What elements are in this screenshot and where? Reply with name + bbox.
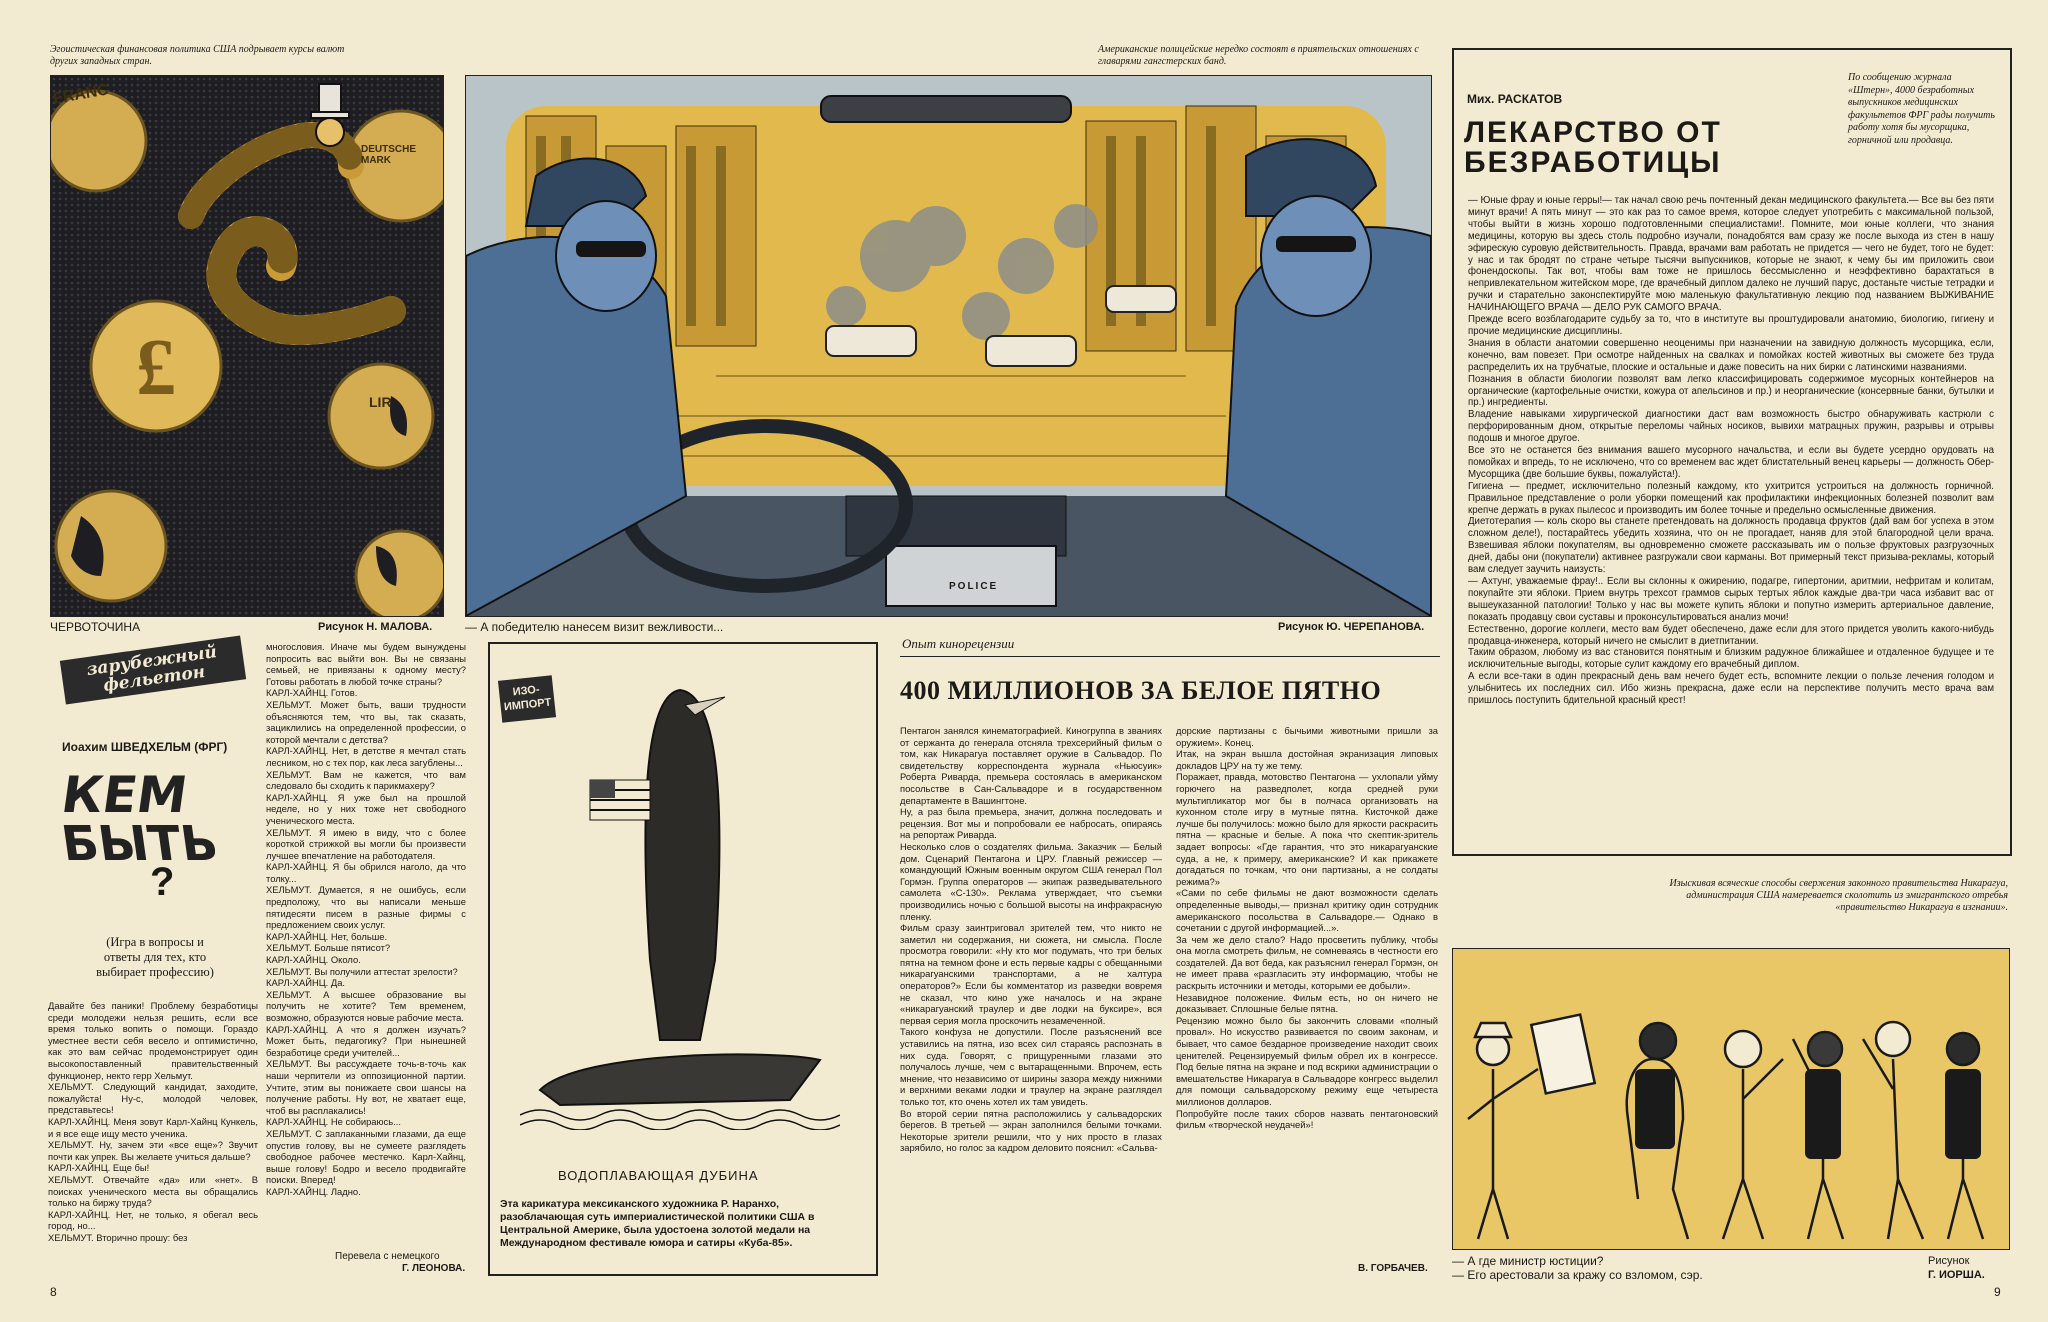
- exile-government-drawing: [1453, 949, 2009, 1249]
- cartoon2-illustration: [465, 75, 1432, 617]
- feuilleton-title-line1: КЕМ: [57, 766, 191, 824]
- article-title: [1464, 118, 1722, 178]
- feuilleton-subtitle: (Игра в вопросы и ответы для тех, кто выбирает профессию): [96, 935, 214, 979]
- izo-illustration: [520, 660, 840, 1130]
- coin-label-lir: LIR: [369, 394, 392, 410]
- feuilleton-question-mark: ?: [150, 860, 175, 904]
- cartoon1-credit: Рисунок Н. МАЛОВА.: [318, 621, 433, 633]
- feuilleton-rubric: зарубежный фельетон: [60, 636, 246, 705]
- review-signature: В. ГОРБАЧЕВ.: [1358, 1263, 1428, 1274]
- feuilleton-translator: Г. ЛЕОНОВА.: [402, 1263, 466, 1274]
- article-epigraph: По сообщению журнала «Штерн», 4000 безработных выпускников медицинских факультетов ФРГ рады получить работу хотя бы мусорщика, горничной или продавца.: [1848, 72, 1995, 146]
- page-number-right: 9: [1994, 1285, 2001, 1299]
- izo-title: ВОДОПЛАВАЮЩАЯ ДУБИНА: [558, 1168, 759, 1183]
- izo-logo-line1: ИЗО-: [512, 683, 541, 699]
- cartoon3-credit-line1: Рисунок: [1928, 1255, 1970, 1267]
- review-title: 400 МИЛЛИОНОВ ЗА БЕЛОЕ ПЯТНО: [900, 676, 1382, 705]
- page-number-left: 8: [50, 1285, 57, 1299]
- feuilleton-title-line2: БЫТЬ: [58, 816, 222, 872]
- feuilleton-title: [57, 766, 222, 872]
- review-col1: Пентагон занялся кинематографией. Киногруппа в званиях от сержанта до генерала отсняла трехсерийный фильм о том, как Никарагуа поставляет оружие в Сальвадор. По свидетельству корреспондента журнала «Ньюсуик» Роберта Ривардa, премьера состоялась в американском посольстве в Сан-Сальвадоре и в государственном департаменте в Вашингтоне. Ну, а раз была премьера, значит, должна последовать и рецензия. Вот мы и попробовали ее набросать, опираясь на репортаж Ривардa. Несколько слов о создателях фильма. Заказчик — Белый дом. Сценарий Пентагона и ЦРУ. Главный режиссер — командующий Южным военным округом США генерал Пол Гормэн. Группа операторов — экипаж разведывательного самолета «С-130». Реклама утверждает, что съемки производились ночью с большой высоты на инфракрасную пленку. Фильм сразу заинтриговал зрителей тем, что никто не заметил ни содержания, ни сюжета, ни смысла. После просмотра говорили: «Ну кто мог подумать, что три белых пятна на темном фоне и есть первые кадры с обещанными никарагуанскими транспортами, а не халтура операторов?» Если бы комментатор из разведки вовремя не сказал, что кино уже началось и на экране «никарагуанский траулер и две лодки на буксире», вся первая серия могла проскочить незамеченной. Такого конфуза не допустили. После разъяснений все уставились на пятна, изо всех сил стараясь распознать в них суда. Говорят, с прищуренными глазами это получалось лучше, чем с вытаращенными. Впрочем, есть мнение, что независимо от ширины зазора между нижними и верхними веками лодки и траулер на экране разглядел только тот, кто очень хотел их там увидеть. Во второй серии пятна расположились у сальвадорских берегов. В третьей — экран заполнился белыми точками. Некоторые зрители решили, что у них просто в глазах зарябило, но голос за кадром деловито пояснил: «Сальва-: [900, 725, 1162, 1154]
- review-rubric: Опыт кинорецензии: [902, 636, 1015, 651]
- feuilleton-author: Иоахим ШВЕДХЕЛЬМ (ФРГ): [62, 740, 228, 754]
- cartoon1-illustration: [50, 75, 444, 617]
- cartoon3-caption: Изыскивая всяческие способы свержения законного правительства Никарагуа, администрация США намеревается сколотить из эмигрантского отребья «правительство Никарагуа в изгнании».: [1669, 878, 2008, 913]
- feuilleton-col1: Давайте без паники! Проблему безработицы среди молодежи нельзя решить, если все время только вопить о помощи. Гораздо уместнее вести себя весело и оптимистично, как это вам сейчас продемонстрирует один высокопоставленный правительственный функционер, некто герр Хельмут. ХЕЛЬМУТ. Следующий кандидат, заходите, пожалуйста! Ну-с, молодой человек, представьтесь! КАРЛ-ХАЙНЦ. Меня зовут Карл-Хайнц Кункель, и я все еще ищу место ученика. ХЕЛЬМУТ. Ну, зачем эти «все еще»? Звучит почти как упрек. Вы желаете учиться дальше? КАРЛ-ХАЙНЦ. Еще бы! ХЕЛЬМУТ. Отвечайте «да» или «нет». В поисках ученического места вы обращались только на биржу труда? КАРЛ-ХАЙНЦ. Нет, не только, я обегал весь город, но... ХЕЛЬМУТ. Вторично прошу: без: [48, 1000, 258, 1243]
- article-body: — Юные фрау и юные герры!— так начал свою речь почтенный декан медицинского факультета.— Все вы без пяти минут врачи! А пять минут — это как раз то самое время, которое следует употребить с максимальной пользой, чтобы выйти в жизнь хорошо подготовленными специалистами!. Помните, мои юные коллеги, что знания медицины, которую вы здесь столь подробно изучали, понадобятся вам сразу же после выхода из стен в нашу эфирескую суровую действительность. Правда, врачами вам работать не придется — чего не будет, того не будет: у нас и так бродят по стране четыре тысячи выпускников, которые не знают, к чему бы им приложить свои фонендоскопы. Так вот, чтобы вам тоже не пришлось бессмысленно и неэффективно барахтаться в непривлекательном житейском море, где врачебный диплом далеко не лучший парус, достаньте чистые тетрадки и ручки и старательно законспектируйте мою маленькую факультативную лекцию под названием ВЫЖИВАНИЕ НАЧИНАЮЩЕГО ВРАЧА — ДЕЛО РУК САМОГО ВРАЧА. Прежде всего возблагодарите судьбу за то, что в институте вы проштудировали анатомию, биологию, гигиену и прочие медицинские дисциплины. Знания в области анатомии совершенно неоценимы при назначении на завидную должность мусорщика, если, конечно, вам повезет. При осмотре найденных на свалках и помойках костей животных вы сможете без труда распределить их на трубчатые, плоские и остальные и даже повесить на них бирки с латинскими названиями. Познания в области биологии позволят вам легко классифицировать содержимое мусорных контейнеров на органические (картофельные очистки, кожура от апельсинов и пр.) и неорганические (консервные банки, бутылки и пр.) ингредиенты. Владение навыками хирургической диагностики даст вам возможность быстро обнаруживать кастрюли с перфорированным дном, открытые переломы чайных носиков, вывихи матрацных пружин, разрывы и отрывы подошв и многое другое. Все это не останется без внимания вашего мусорного начальства, и если вы будете усердно орудовать на помойках и впредь, то не исключено, что со временем вас ждет блистательный венец карьеры — должность Обер-Мусорщика (две большие буквы, пожалуйста!). Гигиена — предмет, исключительно полезный каждому, кто ухитрится устроиться на должность горничной. Правильное представление о роли уборки помещений как профилактики инфекционных болезней позволит вам крепче держать в руках пылесос и производить им более точные и предельно осмысленные движения. Диетотерапия — коль скоро вы станете претендовать на должность продавца фруктов (дай вам бог успеха в этом сложном деле!), постарайтесь убедить хозяина, что он не прогадает, наняв для этой благородной цели врача. Взвешивая яблоки покупателям, вы одновременно сможете рассказывать им о пользе фруктовых разгрузочных дней, дабы они (покупатели) активнее разгружали свои карманы. Вот примерный текст призыва-рекламы, который вам следует заучить наизусть: — Ахтунг, уважаемые фрау!.. Если вы склонны к ожирению, подагре, гипертонии, аритмии, нефритам и колитам, покупайте эти яблоки. Прием внутрь трехсот граммов сырых тертых яблок каждые два-три часа избавит вас от вышеуказанной патологии! Только у нас вы можете купить яблоки и попутно измерить артериальное давление, показать продавцу свои суставы и проконсультироваться анализ мочи! Естественно, дорогие коллеги, место вам будет обеспечено, даже если для этого придется уволить какого-нибудь продавца-инженера, который ничего не смыслит в диетпитании. Таким образом, любому из вас становится понятным и близким радужное ближайшее и отдаленное будущее и те исключительные выгоды, которые сулит каждому его врачебный диплом. А если все-таки в один прекрасный день вам нечего будет есть, вспомните лекции о пользе лечения голодом и улыбнитесь их последних сил. Ибо жизнь прекрасна, даже если на перспективе получить место врача вам пришлось поступить бдительной красный крест!: [1468, 195, 1994, 707]
- article-author: Мих. РАСКАТОВ: [1467, 92, 1563, 106]
- cartoon3-illustration: [1452, 948, 2010, 1250]
- coin-label-mark: DEUTSCHE MARK: [361, 144, 417, 166]
- feuilleton-col2: многословия. Иначе мы будем вынуждены попросить вас выйти вон. Вы не связаны семьей, не привязаны к одному месту? Готовы работать в любой точке страны? КАРЛ-ХАЙНЦ. Готов. ХЕЛЬМУТ. Может быть, ваши трудности объясняются тем, что вы, так сказать, зациклились на определенной профессии, о которой мечтали с детства? КАРЛ-ХАЙНЦ. Нет, в детстве я мечтал стать лесником, но с тех пор, как леса загублены... ХЕЛЬМУТ. Вам не кажется, что вам следовало бы сходить к парикмахеру? КАРЛ-ХАЙНЦ. Я уже был на прошлой неделе, но у них тоже нет свободного ученического места. ХЕЛЬМУТ. Я имею в виду, что с более короткой стрижкой вы могли бы произвести лучшее впечатление на работодателя. КАРЛ-ХАЙНЦ. Я бы обрился наголо, да что толку... ХЕЛЬМУТ. Думается, я не ошибусь, если предположу, что вы написали меньше пятидесяти писем в разные фирмы с предложением своих услуг. КАРЛ-ХАЙНЦ. Нет, больше. ХЕЛЬМУТ. Больше пятисот? КАРЛ-ХАЙНЦ. Около. ХЕЛЬМУТ. Вы получили аттестат зрелости? КАРЛ-ХАЙНЦ. Да. ХЕЛЬМУТ. А высшее образование вы получить не хотите? Тем временем, возможно, образуются новые рабочие места. КАРЛ-ХАЙНЦ. А что я должен изучать? Может быть, педагогику? При нынешней безработице среди учителей... ХЕЛЬМУТ. Вы рассуждаете точь-в-точь как наши черпители из оппозиционной партии. Учтите, этим вы понижаете свои шансы на получение работы. Ну вот, не хватает еще, чтоб вы расплакались! КАРЛ-ХАЙНЦ. Не собираюсь... ХЕЛЬМУТ. С заплаканными глазами, да еще опустив голову, вы не сумеете разглядеть свободное рабочее местечко. Карл-Хайнц, выше голову! Бодро и весело продвигайте поиски. Вперед! КАРЛ-ХАЙНЦ. Ладно.: [266, 641, 466, 1197]
- izo-caption: Эта карикатура мексиканского художника Р. Наранхо, разоблачающая суть империалистической политики США в Центральной Америке, была удостоена золотой медали на Международном фестивале юмора и сатиры «Куба-85».: [500, 1198, 815, 1249]
- review-rubric-rule: [900, 656, 1440, 657]
- cartoon2-quote: — А победителю нанесем визит вежливости...: [465, 620, 724, 634]
- cartoon3-credit-line2: Г. ИОРША.: [1928, 1269, 1985, 1281]
- feuilleton-translation: Перевела с немецкого: [335, 1251, 440, 1262]
- cartoon2-caption: Американские полицейские нередко состоят в приятельских отношениях с главарями гангстерских банд.: [1098, 44, 1419, 67]
- coin-label-franc: FRANC: [51, 81, 110, 108]
- review-col2: дорские партизаны с бычьими животными пришли за оружием». Конец. Итак, на экран вышла достойная экранизация липовых докладов ЦРУ на ту же тему. Поражает, правда, мотовство Пентагона — ухлопали уйму горючего на разведполет, когда средней руки мультипликатор мог бы в полчаса организовать на кухонном столе игру в мутные пятна. Кисточкой даже лучше бы получилось: можно было для яркости раскрасить пятна — красные и белые. А пока что скептик-зритель задает вопросы: «Где гарантия, что это никарагуанские суда, а не, к примеру, американские? И как прикажете догадаться по точкам, что они партизаны, а не солдаты режима?» «Сами по себе фильмы не дают возможности сделать определенные выводы,— признал критику один сотрудник американского посольства в Сальвадоре.— Однако в сочетании с другой информацией...». За чем же дело стало? Надо просветить публику, чтобы она могла смотреть фильм, не сомневаясь в честности его создателей. Да вот беда, как разъяснил генерал Гормэн, он не имеет права «разгласить эту информацию, чтобы не раскрыть источники и методы, которыми ее добыли». Незавидное положение. Фильм есть, но он ничего не доказывает. Сплошные белые пятна. Рецензию можно было бы закончить словами «полный провал». Но искусство развивается по своим законам, и бывает, что самое бездарное произведение находит своих ценителей. Рецензируемый фильм обрел их в конгрессе. Под белые пятна на экране и под вскрики администрации о вмешательстве Никарагуа в Сальвадоре конгресс выделил для помощи сальвадорскому режиму еще четыреста миллионов долларов. Попробуйте после таких сборов назвать пентагоновский фильм «творческой неудачей»!: [1176, 725, 1438, 1131]
- svg-text:£: £: [136, 324, 176, 412]
- police-car-drawing: [466, 76, 1431, 616]
- cartoon3-dialog1: — А где министр юстиции?: [1452, 1254, 1604, 1268]
- submarine-club-drawing: [520, 660, 840, 1130]
- article-title-line1: ЛЕКАРСТВО ОТ: [1464, 116, 1722, 149]
- cartoon1-caption: Эгоистическая финансовая политика США подрывает курсы валют других западных стран.: [50, 44, 345, 67]
- izo-logo-line2: ИМПОРТ: [503, 696, 552, 714]
- article-title-line2: БЕЗРАБОТИЦЫ: [1464, 146, 1722, 179]
- cartoon3-dialog2: — Его арестовали за кражу со взломом, сэр.: [1452, 1268, 1703, 1282]
- cartoon1-title: ЧЕРВОТОЧИНА: [50, 620, 141, 634]
- cartoon2-credit: Рисунок Ю. ЧЕРЕПАНОВА.: [1278, 621, 1425, 633]
- police-radio-label: POLICE: [949, 581, 999, 592]
- cartoon3-credit: [1928, 1254, 1985, 1282]
